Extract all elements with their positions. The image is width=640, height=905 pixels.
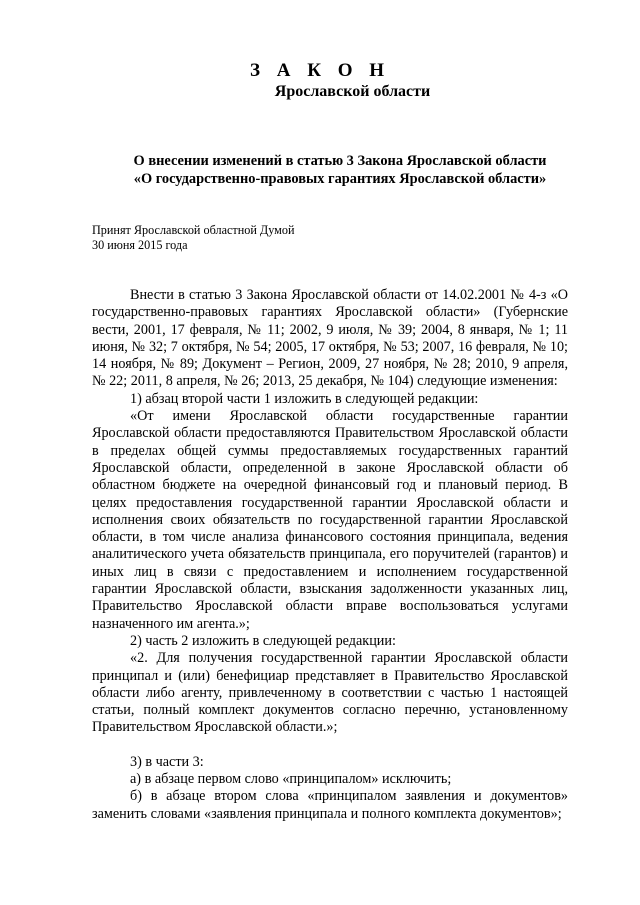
item-3b: б) в абзаце втором слова «принципалом заявления и документов» заменить словами «заявления принципала и полного комплекта документов»; [92,788,568,822]
quote-1-paragraph: «От имени Ярославской области государственные гарантии Ярославской области предоставляются Правительством Ярославской области в пределах общей суммы предоставляемых государственных гарантий Ярославской области, определенной в законе Ярославской области об областном бюджете на очередной финансовый год и плановый период. В целях предоставления государственной гарантии Ярославской области и исполнения своих обязательств по государственной гарантии Ярославской области, в том числе анализа финансового состояния принципала, ведения аналитического учета обязательств принципала, его поручителей (гарантов) и иных лиц в связи с предоставлением и исполнением государственной гарантии Ярославской области, взыскания задолженности указанных лиц, Правительство Ярославской области вправе воспользоваться услугами назначенного им агента.»; [92,408,568,632]
item-3: 3) в части 3: [130,753,204,770]
document-region: Ярославской области [274,83,431,100]
item-2: 2) часть 2 изложить в следующей редакции: [130,632,396,649]
law-body [92,287,568,823]
document-title: З А К О Н [249,60,391,81]
law-name-line-1: О внесении изменений в статью 3 Закона Ярославской области [133,153,547,169]
adoption-line-1: Принят Ярославской областной Думой [92,223,295,237]
intro-paragraph: Внести в статью 3 Закона Ярославской области от 14.02.2001 № 4-з «О государственно-правовых гарантиях Ярославской области» (Губернские вести, 2001, 17 февраля, № 11; 2002, 9 июля, № 39; 2004, 8 января, № 1; 11 июня, № 32; 7 октября, № 54; 2005, 17 октября, № 53; 2007, 16 февраля, № 10; 14 ноября, № 89; Документ – Регион, 2009, 27 ноября, № 28; 2010, 9 апреля, № 22; 2011, 8 апреля, № 26; 2013, 25 декабря, № 104) следующие изменения: [92,287,568,390]
adoption-date: 30 июня 2015 года [92,237,188,252]
adoption-note [92,223,294,252]
quote-2-paragraph: «2. Для получения государственной гарантии Ярославской области принципал и (или) бенефициар представляет в Правительство Ярославской области либо агенту, привлеченному в соответствии с частью 1 настоящей статьи, полный комплект документов согласно перечню, установленному Правительством Ярославской области.»; [92,650,568,736]
item-3a: а) в абзаце первом слово «принципалом» исключить; [130,771,452,788]
law-name [0,152,640,188]
law-name-line-2: «О государственно-правовых гарантиях Ярославской области» [133,171,547,187]
item-1: 1) абзац второй части 1 изложить в следующей редакции: [130,390,479,407]
